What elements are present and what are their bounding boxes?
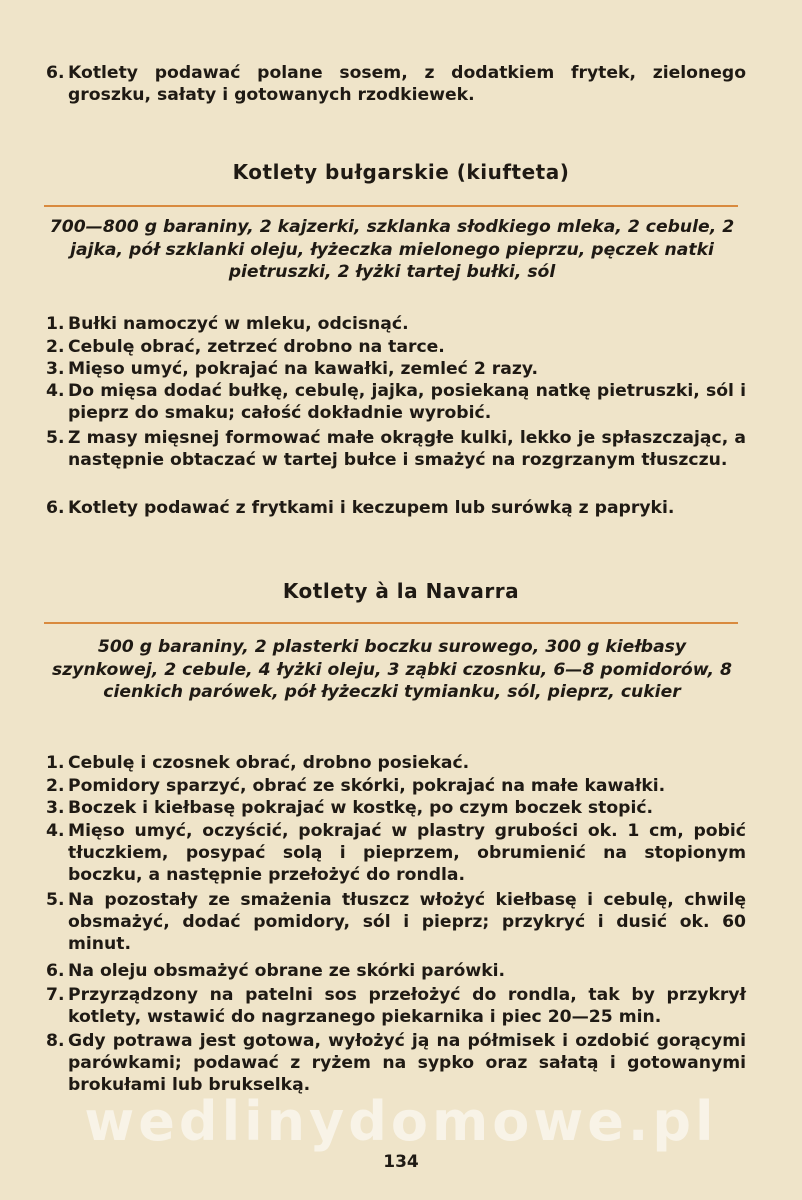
step-text: Bułki namoczyć w mleku, odcisnąć. [68, 314, 409, 334]
step-number: 6. [46, 961, 65, 981]
page-number: 134 [383, 1152, 419, 1172]
recipe2-step-2 [46, 775, 746, 797]
step-number: 5. [46, 428, 65, 448]
step-number: 6. [46, 63, 65, 83]
recipe1-title: Kotlety bułgarskie (kiufteta) [232, 160, 570, 184]
step-text: Na oleju obsmażyć obrane ze skórki parówki. [68, 961, 506, 981]
recipe2-step-8 [46, 1030, 746, 1096]
step-number: 2. [46, 776, 65, 796]
recipe2-divider [44, 622, 738, 624]
step-text: Z masy mięsnej formować małe okrągłe kulki, lekko je spłaszczając, a następnie obtaczać w tartej bułce i smażyć na rozgrzanym tłuszczu. [68, 428, 746, 470]
recipe1-divider [44, 205, 738, 207]
recipe2-step-1 [46, 752, 746, 774]
step-text: Kotlety podawać z frytkami i keczupem lub surówką z papryki. [68, 498, 675, 518]
step-number: 4. [46, 381, 65, 401]
recipe2-title: Kotlety à la Navarra [282, 579, 520, 603]
step-number: 1. [46, 314, 65, 334]
step-text: Przyrządzony na patelni sos przełożyć do rondla, tak by przykrył kotlety, wstawić do nagrzanego piekarnika i piec 20—25 min. [68, 985, 746, 1027]
step-number: 3. [46, 359, 65, 379]
step-text: Mięso umyć, oczyścić, pokrajać w plastry grubości ok. 1 cm, pobić tłuczkiem, posypać solą i pieprzem, obrumienić na stopionym boczku, a następnie przełożyć do rondla. [68, 821, 746, 885]
step-number: 1. [46, 753, 65, 773]
step-number: 6. [46, 498, 65, 518]
step-number: 7. [46, 985, 65, 1005]
recipe2-step-4 [46, 820, 746, 886]
recipe2-step-5 [46, 889, 746, 955]
recipe1-step-1 [46, 313, 746, 335]
recipe1-step-2 [46, 336, 746, 358]
watermark: wedlinydomowe.pl [84, 1090, 718, 1153]
intro-step [46, 62, 746, 106]
step-text: Mięso umyć, pokrajać na kawałki, zemleć 2 razy. [68, 359, 539, 379]
step-text: Gdy potrawa jest gotowa, wyłożyć ją na półmisek i ozdobić gorącymi parówkami; podawać z ryżem na sypko oraz sałatą i gotowanymi brokułami lub brukselką. [68, 1031, 746, 1095]
recipe1-step-6 [46, 497, 746, 519]
step-number: 8. [46, 1031, 65, 1051]
step-number: 4. [46, 821, 65, 841]
recipe1-step-3 [46, 358, 746, 380]
step-text: Kotlety podawać polane sosem, z dodatkiem frytek, zielonego groszku, sałaty i gotowanych rzodkiewek. [68, 63, 746, 105]
step-text: Do mięsa dodać bułkę, cebulę, jajka, posiekaną natkę pietruszki, sól i pieprz do smaku; całość dokładnie wyrobić. [68, 381, 746, 423]
recipe2-step-6 [46, 960, 746, 982]
step-text: Cebulę obrać, zetrzeć drobno na tarce. [68, 337, 445, 357]
recipe1-step-4 [46, 380, 746, 424]
step-number: 5. [46, 890, 65, 910]
recipe1-step-5 [46, 427, 746, 471]
step-text: Na pozostały ze smażenia tłuszcz włożyć kiełbasę i cebulę, chwilę obsmażyć, dodać pomidory, sól i pieprz; przykryć i dusić ok. 60 minut. [68, 890, 746, 954]
step-text: Cebulę i czosnek obrać, drobno posiekać. [68, 753, 470, 773]
step-number: 3. [46, 798, 65, 818]
recipe1-ingredients: 700—800 g baraniny, 2 kajzerki, szklanka słodkiego mleka, 2 cebule, 2 jajka, pół szklanki oleju, łyżeczka mielonego pieprzu, pęczek natki pietruszki, 2 łyżki tartej bułki, sól [49, 217, 735, 282]
step-text: Pomidory sparzyć, obrać ze skórki, pokrajać na małe kawałki. [68, 776, 666, 796]
recipe2-step-7 [46, 984, 746, 1028]
recipe2-ingredients: 500 g baraniny, 2 plasterki boczku surowego, 300 g kiełbasy szynkowej, 2 cebule, 4 łyżki oleju, 3 ząbki czosnku, 6—8 pomidorów, 8 cienkich parówek, pół łyżeczki tymianku, sól, pieprz, cukier [52, 637, 732, 702]
recipe2-step-3 [46, 797, 746, 819]
step-number: 2. [46, 337, 65, 357]
step-text: Boczek i kiełbasę pokrajać w kostkę, po czym boczek stopić. [68, 798, 654, 818]
